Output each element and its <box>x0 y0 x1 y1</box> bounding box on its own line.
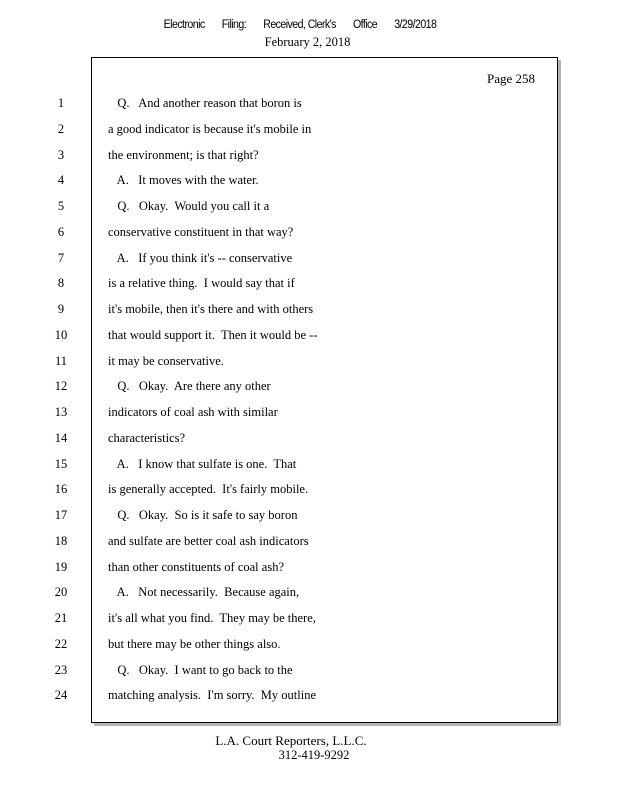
line-number: 6 <box>57 224 65 239</box>
transcript-line: Q. Okay. Are there any other <box>108 379 271 394</box>
filing-word-date: 3/29/2018 <box>394 19 437 31</box>
transcript-line: A. If you think it's -- conservative <box>108 250 293 265</box>
transcript-line: Q. And another reason that boron is <box>108 96 302 110</box>
transcript-page <box>54 57 558 723</box>
transcript-line: it may be conservative. <box>108 353 224 368</box>
transcript-line: Q. Okay. Would you call it a <box>108 199 270 213</box>
filing-stamp <box>24 19 576 31</box>
line-number: 8 <box>57 276 65 291</box>
line-number: 20 <box>54 585 68 600</box>
transcript-line: characteristics? <box>108 430 186 445</box>
court-reporter-phone: 312-419-9292 <box>278 748 350 762</box>
transcript-line: matching analysis. I'm sorry. My outline <box>108 688 317 703</box>
transcript-line: the environment; is that right? <box>108 147 259 162</box>
line-number: 4 <box>57 173 65 188</box>
transcript-line: A. It moves with the water. <box>108 173 259 188</box>
transcript-line: indicators of coal ash with similar <box>108 405 278 419</box>
transcript-line: it's all what you find. They may be there, <box>108 611 316 625</box>
transcript-line: and sulfate are better coal ash indicators <box>108 533 309 548</box>
page-number: Page 258 <box>486 71 535 86</box>
transcript-line: that would support it. Then it would be -- <box>108 327 318 342</box>
transcript-line: is a relative thing. I would say that if <box>108 276 295 291</box>
line-number: 2 <box>57 121 65 136</box>
line-number: 21 <box>54 611 68 625</box>
transcript-line: is generally accepted. It's fairly mobile. <box>108 482 309 497</box>
line-number: 7 <box>57 250 65 265</box>
transcript-line: a good indicator is because it's mobile in <box>108 121 312 136</box>
filing-word-electronic: Electronic <box>163 19 205 31</box>
filing-word-filing: Filing: <box>221 19 247 31</box>
line-number: 12 <box>54 379 68 394</box>
line-number: 9 <box>57 302 65 316</box>
transcript-line: it's mobile, then it's there and with others <box>108 302 314 316</box>
filing-word-office: Office <box>352 19 378 31</box>
line-number: 15 <box>54 456 68 471</box>
line-number: 23 <box>54 662 68 677</box>
transcript-date: February 2, 2018 <box>264 35 351 49</box>
line-number: 19 <box>54 559 68 574</box>
line-number: 16 <box>54 482 68 497</box>
line-number: 5 <box>57 199 65 213</box>
line-number: 18 <box>54 533 68 548</box>
line-number: 14 <box>54 430 68 445</box>
court-reporter-name: L.A. Court Reporters, L.L.C. <box>215 733 367 748</box>
line-number: 24 <box>54 688 68 703</box>
line-number: 22 <box>54 636 68 651</box>
transcript-line: conservative constituent in that way? <box>108 224 294 239</box>
line-number: 17 <box>54 508 68 522</box>
transcript-line: Q. Okay. So is it safe to say boron <box>108 508 298 522</box>
line-number: 10 <box>54 327 68 342</box>
filing-word-received: Received, Clerk's <box>263 19 336 31</box>
transcript-line: Q. Okay. I want to go back to the <box>108 662 293 677</box>
transcript-line: A. Not necessarily. Because again, <box>108 585 300 600</box>
line-number: 1 <box>57 96 65 110</box>
line-number: 11 <box>54 353 68 368</box>
transcript-line: but there may be other things also. <box>108 636 281 651</box>
transcript-line: A. I know that sulfate is one. That <box>108 456 297 471</box>
line-number: 3 <box>57 147 65 162</box>
transcript-line: than other constituents of coal ash? <box>108 559 284 574</box>
line-number: 13 <box>54 405 68 419</box>
